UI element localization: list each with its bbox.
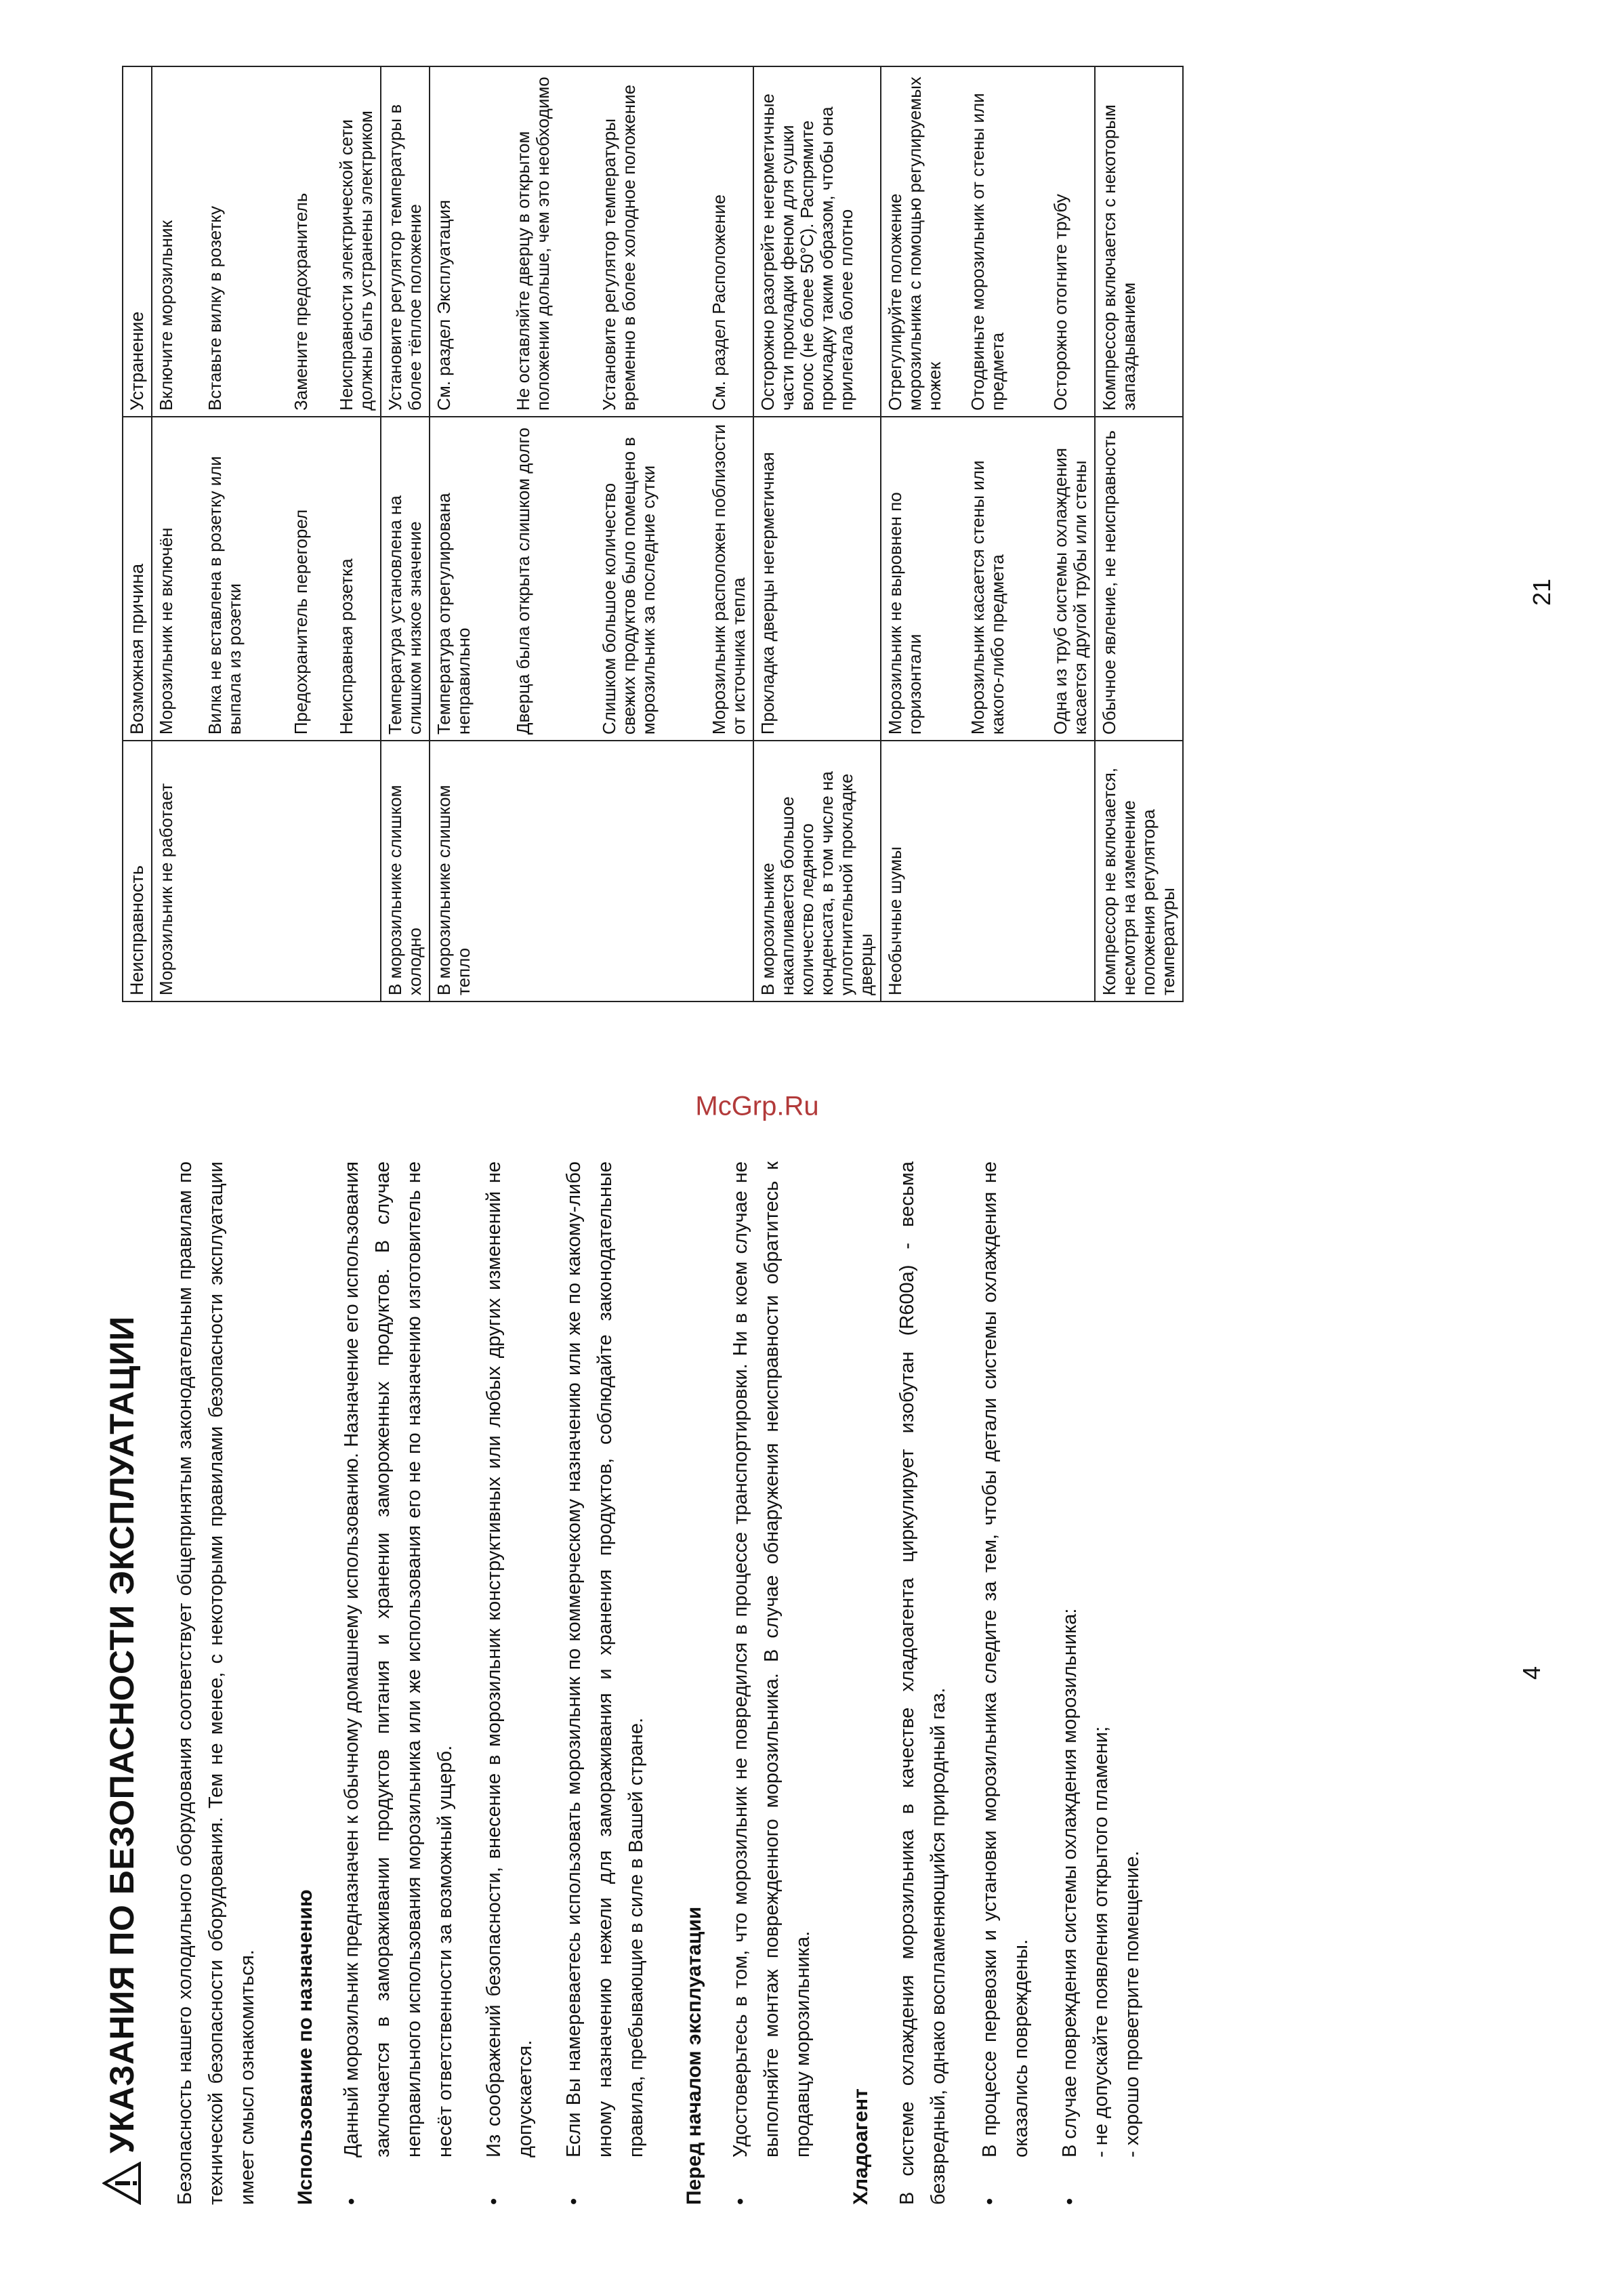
page-title-text: УКАЗАНИЯ ПО БЕЗОПАСНОСТИ ЭКСПЛУАТАЦИИ xyxy=(103,1316,141,2153)
fault-cell: В морозильнике слишком холодно xyxy=(381,741,430,1001)
troubleshooting-table-wrap xyxy=(122,66,1184,1002)
dash-item-ventilate: - хорошо проветрите помещение. xyxy=(1121,1851,1143,2157)
table-row xyxy=(753,66,881,1001)
refrigerant-paragraph: В системе охлаждения морозильника в качестве хладоагента циркулирует изобутан (R600a) - весьма безвредный, однако воспламеняющийся природный газ. xyxy=(896,1161,949,2205)
refrigerant-list xyxy=(974,1161,1148,2205)
bullet-marker: • xyxy=(483,2197,505,2205)
intended-use-list xyxy=(336,1161,652,2205)
list-item: • Если Вы намереваетесь использовать морозильник по коммерческому назначению или же по какому-либо иному назначению нежели для замораживания и хранения продуктов, соблюдайте законодательные правила, пребывающие в силе в Вашей стране. xyxy=(558,1161,652,2205)
bullet-marker: • xyxy=(730,2197,751,2205)
table-row xyxy=(152,66,381,1001)
fault-cell: Необычные шумы xyxy=(881,741,1095,1001)
bullet-marker: • xyxy=(1059,2197,1081,2205)
page-number-right: 21 xyxy=(1528,578,1556,606)
fault-cell: Морозильник не работает xyxy=(152,741,381,1001)
list-item: • Удостоверьтесь в том, что морозильник не повредился в процессе транспортировки. Ни в коем случае не выполняйте монтаж поврежденного морозильника. В случае обнаружения неисправности обратитесь к продавцу морозильника. xyxy=(725,1161,818,2205)
list-item: • Данный морозильник предназначен к обычному домашнему использованию. Назначение его использования заключается в замораживании продуктов питания и хранении замороженных продуктов. В случае неправильного использования морозильника или же использования его не по назначению изготовитель не несёт ответственности за возможный ущерб. xyxy=(336,1161,461,2205)
watermark: McGrp.Ru xyxy=(695,1091,819,1121)
list-item: • Из соображений безопасности, внесение в морозильник конструктивных или любых других изменений не допускается. xyxy=(478,1161,541,2205)
cause-cell: Морозильник не выровнен по горизонтали Морозильник касается стены или какого-либо предмета Одна из труб системы охлаждения касается другой трубы или стены xyxy=(881,417,1095,741)
remedy-cell: Установите регулятор температуры в более тёплое положение xyxy=(381,66,430,417)
page-number-left: 4 xyxy=(1518,1666,1545,1680)
fault-cell: В морозильнике слишком тепло xyxy=(430,741,753,1001)
table-row xyxy=(430,66,753,1001)
remedy-cell: Включите морозильник Вставьте вилку в розетку Замените предохранитель Неисправности электрической сети должны быть устранены электриком xyxy=(152,66,381,417)
list-item: • В процессе перевозки и установки морозильника следите за тем, чтобы детали системы охлаждения не оказались повреждены. xyxy=(974,1161,1037,2205)
cause-cell: Прокладка дверцы негерметичная xyxy=(753,417,881,741)
warning-triangle-icon xyxy=(102,2162,142,2205)
bullet-marker: • xyxy=(979,2197,1001,2205)
fault-cell: Компрессор не включается, несмотря на изменение положения регулятора температуры xyxy=(1095,741,1183,1001)
bullet-marker: • xyxy=(563,2197,585,2205)
bullet-marker: • xyxy=(341,2197,362,2205)
remedy-cell: Осторожно разогрейте негерметичные части прокладки феном для сушки волос (не более 50°С). Распрямите прокладку таким образом, чтобы она прилегала более плотно xyxy=(753,66,881,417)
section-heading-refrigerant: Хладоагент xyxy=(850,2088,872,2205)
page-title xyxy=(102,1161,142,2205)
table-row xyxy=(881,66,1095,1001)
header-fault: Неисправность xyxy=(123,741,152,1001)
remedy-cell: Отрегулируйте положение морозильника с помощью регулируемых ножек Отодвиньте морозильник от стены или предмета Осторожно отогните трубу xyxy=(881,66,1095,417)
before-use-list xyxy=(725,1161,818,2205)
remedy-cell: См. раздел Эксплуатация Не оставляйте дверцу в открытом положении дольше, чем это необходимо Установите регулятор температуры временно в более холодное положение См. раздел Расположение xyxy=(430,66,753,417)
table-header-row xyxy=(123,66,152,1001)
remedy-cell: Компрессор включается с некоторым запаздыванием xyxy=(1095,66,1183,417)
fault-cell: В морозильнике накапливается большое количество ледяного конденсата, в том числе на уплотнительной прокладке дверцы xyxy=(753,741,881,1001)
cause-cell: Температура отрегулирована неправильно Дверца была открыта слишком долго Слишком большое количество свежих продуктов было помещено в морозильник за последние сутки Морозильник расположен поблизости от источника тепла xyxy=(430,417,753,741)
table-row xyxy=(1095,66,1183,1001)
safety-instructions-page xyxy=(102,1161,1165,2205)
cause-cell: Обычное явление, не неисправность xyxy=(1095,417,1183,741)
cause-cell: Морозильник не включён Вилка не вставлена в розетку или выпала из розетки Предохранитель перегорел Неисправная розетка xyxy=(152,417,381,741)
header-remedy: Устранение xyxy=(123,66,152,417)
cause-cell: Температура установлена на слишком низкое значение xyxy=(381,417,430,741)
section-heading-before-use: Перед началом эксплуатации xyxy=(683,1906,705,2205)
header-cause: Возможная причина xyxy=(123,417,152,741)
section-heading-intended-use: Использование по назначению xyxy=(294,1889,316,2205)
table-row xyxy=(381,66,430,1001)
intro-paragraph: Безопасность нашего холодильного оборудования соответствует общепринятым законодательным правилам по технической безопасности оборудования. Тем не менее, с некоторыми правилами безопасности эксплуатации имеет смысл ознакомиться. xyxy=(174,1161,258,2205)
troubleshooting-table xyxy=(122,66,1184,1002)
list-item: • В случае повреждения системы охлаждения морозильника: - не допускайте появления открытого пламени; - хорошо проветрите помещение. xyxy=(1054,1161,1148,2205)
dash-item-no-flame: - не допускайте появления открытого пламени; xyxy=(1090,1726,1112,2157)
